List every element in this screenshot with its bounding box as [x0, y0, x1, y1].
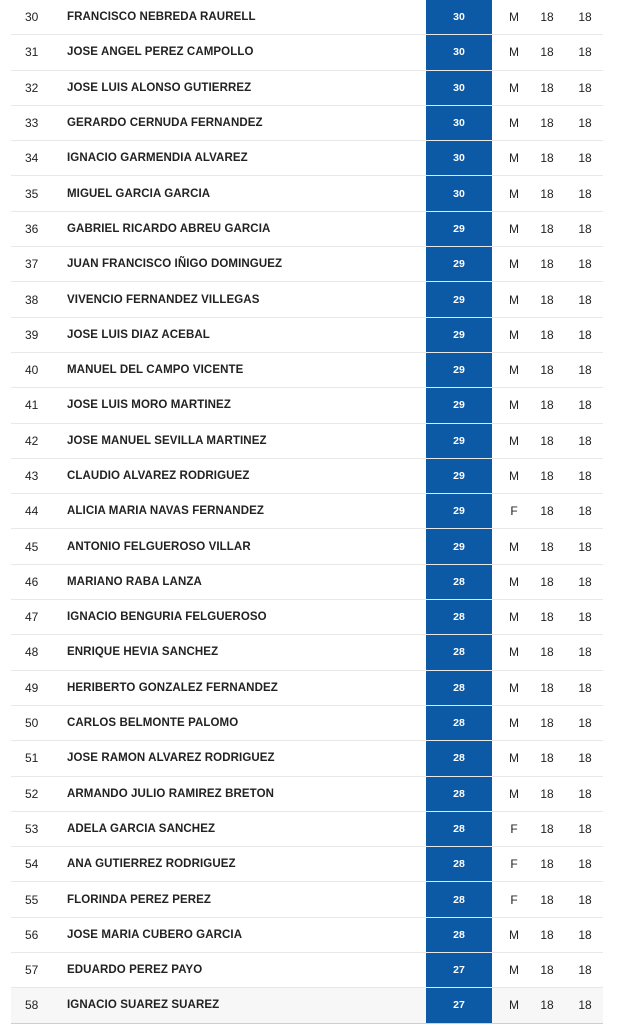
column-value-cell: 18	[578, 574, 592, 589]
score-cell: 29	[426, 459, 492, 493]
table-row	[11, 706, 603, 741]
column-value-cell: 18	[578, 257, 592, 272]
score-cell: 29	[426, 282, 492, 316]
column-value-cell: 18	[578, 539, 592, 554]
table-row	[11, 671, 603, 706]
column-value-cell: 18	[540, 963, 554, 978]
column-value-cell: 18	[540, 327, 554, 342]
column-value-cell: 18	[578, 680, 592, 695]
participant-name-cell: JOSE RAMON ALVAREZ RODRIGUEZ	[67, 752, 275, 765]
score-cell: 30	[426, 71, 492, 105]
gender-cell: M	[509, 433, 519, 448]
column-value-cell: 18	[540, 504, 554, 519]
column-value-cell: 18	[540, 221, 554, 236]
position-cell: 52	[25, 786, 39, 801]
score-cell: 30	[426, 176, 492, 210]
table-row	[11, 212, 603, 247]
column-value-cell: 18	[578, 398, 592, 413]
table-row	[11, 424, 603, 459]
score-cell: 28	[426, 847, 492, 881]
participant-name-cell: ALICIA MARIA NAVAS FERNANDEZ	[67, 505, 265, 518]
position-cell: 51	[25, 751, 39, 766]
position-cell: 42	[25, 433, 39, 448]
column-value-cell: 18	[578, 927, 592, 942]
table-row	[11, 71, 603, 106]
gender-cell: M	[509, 998, 519, 1013]
position-cell: 56	[25, 927, 39, 942]
table-row	[11, 353, 603, 388]
score-cell: 27	[426, 953, 492, 987]
participant-name-cell: JOSE ANGEL PEREZ CAMPOLLO	[67, 46, 254, 59]
participant-name-cell: IGNACIO GARMENDIA ALVAREZ	[67, 152, 248, 165]
column-value-cell: 18	[578, 821, 592, 836]
participant-name-cell: HERIBERTO GONZALEZ FERNANDEZ	[67, 681, 278, 694]
participant-name-cell: EDUARDO PEREZ PAYO	[67, 964, 203, 977]
participant-name-cell: MARIANO RABA LANZA	[67, 575, 202, 588]
column-value-cell: 18	[540, 80, 554, 95]
table-row	[11, 918, 603, 953]
gender-cell: M	[509, 45, 519, 60]
column-value-cell: 18	[578, 327, 592, 342]
participant-name-cell: MANUEL DEL CAMPO VICENTE	[67, 364, 244, 377]
score-cell: 28	[426, 741, 492, 775]
gender-cell: F	[510, 857, 518, 872]
score-cell: 28	[426, 706, 492, 740]
column-value-cell: 18	[540, 116, 554, 131]
score-cell: 28	[426, 918, 492, 952]
score-cell: 30	[426, 0, 492, 34]
position-cell: 47	[25, 610, 39, 625]
score-cell: 29	[426, 318, 492, 352]
column-value-cell: 18	[578, 751, 592, 766]
column-value-cell: 18	[540, 998, 554, 1013]
column-value-cell: 18	[540, 469, 554, 483]
position-cell: 36	[25, 221, 39, 236]
column-value-cell: 18	[540, 927, 554, 942]
score-cell: 29	[426, 494, 492, 528]
position-cell: 38	[25, 292, 39, 307]
gender-cell: F	[510, 504, 518, 519]
position-cell: 54	[25, 857, 39, 872]
table-row	[11, 847, 603, 882]
participant-name-cell: IGNACIO BENGURIA FELGUEROSO	[67, 611, 267, 624]
column-value-cell: 18	[540, 786, 554, 801]
gender-cell: M	[509, 363, 519, 378]
column-value-cell: 18	[578, 857, 592, 872]
gender-cell: M	[509, 327, 519, 342]
gender-cell: M	[509, 716, 519, 731]
score-cell: 28	[426, 777, 492, 811]
score-cell: 28	[426, 671, 492, 705]
table-row	[11, 600, 603, 635]
position-cell: 40	[25, 363, 39, 378]
position-cell: 57	[25, 963, 39, 978]
column-value-cell: 18	[540, 292, 554, 307]
table-row	[11, 882, 603, 917]
column-value-cell: 18	[540, 610, 554, 625]
column-value-cell: 18	[540, 45, 554, 60]
position-cell: 46	[25, 574, 39, 589]
gender-cell: M	[509, 398, 519, 413]
position-cell: 58	[25, 998, 39, 1013]
score-cell: 29	[426, 247, 492, 281]
position-cell: 32	[25, 80, 39, 95]
position-cell: 37	[25, 257, 39, 272]
gender-cell: M	[509, 927, 519, 942]
gender-cell: M	[509, 221, 519, 236]
column-value-cell: 18	[540, 821, 554, 836]
participant-name-cell: ANTONIO FELGUEROSO VILLAR	[67, 540, 251, 553]
position-cell: 53	[25, 821, 39, 836]
score-cell: 30	[426, 141, 492, 175]
participant-name-cell: JOSE MARIA CUBERO GARCIA	[67, 928, 243, 941]
participant-name-cell: GABRIEL RICARDO ABREU GARCIA	[67, 222, 271, 235]
participant-name-cell: CARLOS BELMONTE PALOMO	[67, 717, 239, 730]
score-cell: 30	[426, 35, 492, 69]
position-cell: 49	[25, 680, 39, 695]
participant-name-cell: JOSE MANUEL SEVILLA MARTINEZ	[67, 434, 267, 447]
position-cell: 41	[25, 398, 39, 413]
column-value-cell: 18	[578, 504, 592, 519]
participant-name-cell: ANA GUTIERREZ RODRIGUEZ	[67, 858, 236, 871]
participant-name-cell: GERARDO CERNUDA FERNANDEZ	[67, 117, 263, 130]
column-value-cell: 18	[540, 857, 554, 872]
score-cell: 29	[426, 424, 492, 458]
column-value-cell: 18	[540, 751, 554, 766]
table-row	[11, 953, 603, 988]
gender-cell: M	[509, 80, 519, 95]
column-value-cell: 18	[540, 398, 554, 413]
participant-name-cell: FLORINDA PEREZ PEREZ	[67, 893, 212, 906]
participant-name-cell: ADELA GARCIA SANCHEZ	[67, 822, 216, 835]
table-row	[11, 529, 603, 564]
table-row	[11, 777, 603, 812]
gender-cell: M	[509, 963, 519, 978]
gender-cell: M	[509, 786, 519, 801]
column-value-cell: 18	[578, 645, 592, 660]
table-row	[11, 35, 603, 70]
column-value-cell: 18	[578, 186, 592, 201]
position-cell: 43	[25, 469, 39, 483]
column-value-cell: 18	[578, 116, 592, 131]
participant-name-cell: FRANCISCO NEBREDA RAURELL	[67, 11, 256, 24]
gender-cell: M	[509, 645, 519, 660]
score-cell: 29	[426, 353, 492, 387]
gender-cell: F	[510, 821, 518, 836]
score-cell: 29	[426, 388, 492, 422]
position-cell: 39	[25, 327, 39, 342]
column-value-cell: 18	[540, 151, 554, 166]
column-value-cell: 18	[578, 963, 592, 978]
participant-name-cell: VIVENCIO FERNANDEZ VILLEGAS	[67, 293, 260, 306]
table-row	[11, 106, 603, 141]
column-value-cell: 18	[540, 433, 554, 448]
column-value-cell: 18	[540, 680, 554, 695]
column-value-cell: 18	[540, 716, 554, 731]
gender-cell: F	[510, 892, 518, 907]
table-row	[11, 494, 603, 529]
column-value-cell: 18	[578, 10, 592, 25]
gender-cell: M	[509, 574, 519, 589]
column-value-cell: 18	[540, 892, 554, 907]
position-cell: 31	[25, 45, 39, 60]
gender-cell: M	[509, 610, 519, 625]
column-value-cell: 18	[578, 292, 592, 307]
table-row	[11, 565, 603, 600]
results-table	[11, 0, 603, 1024]
table-row	[11, 141, 603, 176]
column-value-cell: 18	[578, 716, 592, 731]
table-row	[11, 988, 603, 1023]
table-row	[11, 0, 603, 35]
gender-cell: M	[509, 751, 519, 766]
table-row	[11, 176, 603, 211]
score-cell: 28	[426, 812, 492, 846]
participant-name-cell: JOSE LUIS ALONSO GUTIERREZ	[67, 81, 252, 94]
column-value-cell: 18	[540, 645, 554, 660]
gender-cell: M	[509, 10, 519, 25]
participant-name-cell: ARMANDO JULIO RAMIREZ BRETON	[67, 787, 275, 800]
score-cell: 28	[426, 565, 492, 599]
table-row	[11, 635, 603, 670]
column-value-cell: 18	[578, 892, 592, 907]
column-value-cell: 18	[540, 257, 554, 272]
column-value-cell: 18	[540, 363, 554, 378]
gender-cell: M	[509, 680, 519, 695]
score-cell: 28	[426, 882, 492, 916]
gender-cell: M	[509, 116, 519, 131]
position-cell: 45	[25, 539, 39, 554]
column-value-cell: 18	[578, 221, 592, 236]
gender-cell: M	[509, 186, 519, 201]
table-row	[11, 459, 603, 494]
position-cell: 44	[25, 504, 39, 519]
column-value-cell: 18	[578, 786, 592, 801]
score-cell: 27	[426, 988, 492, 1022]
column-value-cell: 18	[540, 186, 554, 201]
score-cell: 30	[426, 106, 492, 140]
participant-name-cell: MIGUEL GARCIA GARCIA	[67, 187, 211, 200]
column-value-cell: 18	[578, 80, 592, 95]
column-value-cell: 18	[578, 151, 592, 166]
table-row	[11, 282, 603, 317]
column-value-cell: 18	[540, 574, 554, 589]
position-cell: 48	[25, 645, 39, 660]
gender-cell: M	[509, 539, 519, 554]
column-value-cell: 18	[578, 45, 592, 60]
position-cell: 33	[25, 116, 39, 131]
column-value-cell: 18	[578, 998, 592, 1013]
table-row	[11, 247, 603, 282]
position-cell: 30	[25, 10, 39, 25]
column-value-cell: 18	[578, 363, 592, 378]
column-value-cell: 18	[540, 539, 554, 554]
score-cell: 28	[426, 635, 492, 669]
participant-name-cell: JOSE LUIS DIAZ ACEBAL	[67, 328, 210, 341]
table-row	[11, 318, 603, 353]
score-cell: 29	[426, 212, 492, 246]
column-value-cell: 18	[540, 10, 554, 25]
position-cell: 35	[25, 186, 39, 201]
position-cell: 55	[25, 892, 39, 907]
table-row	[11, 388, 603, 423]
score-cell: 28	[426, 600, 492, 634]
gender-cell: M	[509, 292, 519, 307]
participant-name-cell: ENRIQUE HEVIA SANCHEZ	[67, 646, 219, 659]
participant-name-cell: JUAN FRANCISCO IÑIGO DOMINGUEZ	[67, 258, 283, 271]
gender-cell: M	[509, 151, 519, 166]
position-cell: 34	[25, 151, 39, 166]
column-value-cell: 18	[578, 469, 592, 483]
gender-cell: M	[509, 257, 519, 272]
table-row	[11, 812, 603, 847]
participant-name-cell: IGNACIO SUAREZ SUAREZ	[67, 999, 220, 1012]
column-value-cell: 18	[578, 610, 592, 625]
participant-name-cell: JOSE LUIS MORO MARTINEZ	[67, 399, 231, 412]
position-cell: 50	[25, 716, 39, 731]
column-value-cell: 18	[578, 433, 592, 448]
gender-cell: M	[509, 469, 519, 483]
table-row	[11, 741, 603, 776]
participant-name-cell: CLAUDIO ALVAREZ RODRIGUEZ	[67, 470, 250, 482]
score-cell: 29	[426, 529, 492, 563]
